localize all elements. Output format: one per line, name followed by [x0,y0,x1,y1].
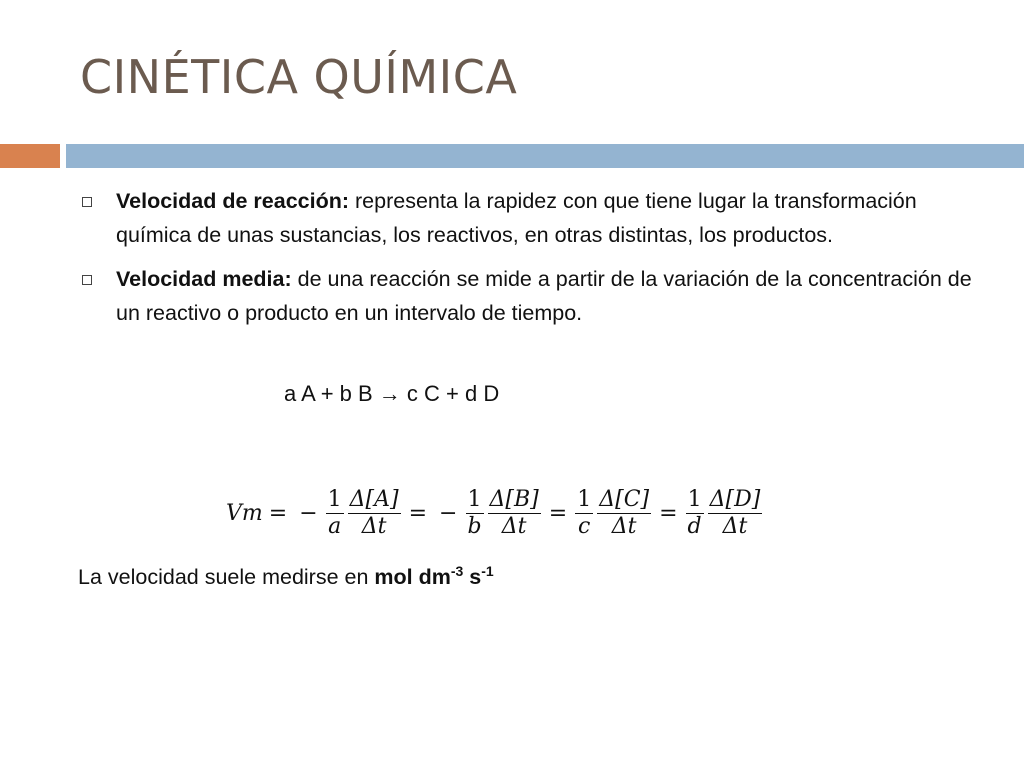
formula-rate-fraction: $\frac{\Delta[D]}{\Delta t}$ [709,487,761,539]
formula-equals: = [408,501,428,526]
square-bullet-icon [82,275,92,285]
unit-seconds: s [463,565,482,590]
formula-equals: = [548,501,568,526]
bullet-velocidad-media [80,262,980,330]
formula-term-sign: − [439,501,458,526]
bullet-text: de una reacción se mide a partir de la variación de la concentración de un reactivo o producto en un intervalo de tiempo. [116,267,972,325]
slide-title: CINÉTICA QUÍMICA [80,50,518,104]
formula-rate-fraction: $\frac{\Delta[C]}{\Delta t}$ [599,487,650,539]
formula-rate-fraction: $\frac{\Delta[B]}{\Delta t}$ [489,487,539,539]
formula-coefficient: $\frac{1}{d}$ [687,487,702,539]
formula-lhs: Vm [226,501,263,526]
bullet-list [80,184,980,340]
formula-term-sign: − [299,501,318,526]
bullet-text: representa la rapidez con que tiene lugar la transformación química de unas sustancias, los reactivos, en otras distintas, los productos. [116,189,917,247]
header-bar [66,144,1024,168]
bullet-separator: : [341,189,350,213]
formula-coefficient: $\frac{1}{a}$ [327,487,342,539]
formula-equals: = [659,501,678,526]
units-line [78,556,494,592]
mean-velocity-formula [226,487,764,540]
bullet-velocidad-reaccion [80,184,980,252]
reaction-equation: a A + b B → c C + d D [284,381,500,406]
unit-exponent: -3 [450,563,464,579]
formula-rate-fraction: $\frac{\Delta[A]}{\Delta t}$ [349,487,399,539]
bullet-term: Velocidad media [116,267,285,291]
square-bullet-icon [82,197,92,207]
units-text: La velocidad suele medirse en [78,565,375,590]
bullet-term: Velocidad de reacción [116,189,342,213]
formula-equals: = [268,501,288,526]
formula-coefficient: $\frac{1}{c}$ [577,487,592,539]
accent-bar [0,144,60,168]
unit-exponent: -1 [481,563,494,579]
formula-coefficient: $\frac{1}{b}$ [467,487,482,539]
unit-mol-dm: mol dm [374,565,451,590]
bullet-separator: : [284,267,292,291]
